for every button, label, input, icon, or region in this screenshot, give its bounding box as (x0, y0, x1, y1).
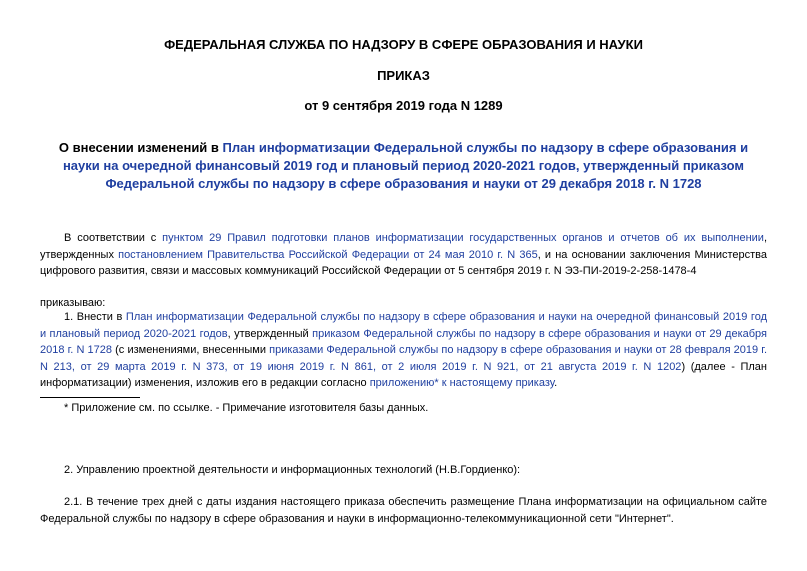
document-date-number: от 9 сентября 2019 года N 1289 (304, 98, 503, 113)
link-order-1728[interactable]: приказом Федеральной службы по надзору в сфере образования и науки от 29 декабря 2018 г. N 1728 (40, 327, 767, 356)
para3-text-4: ) (далее - План информатизации) изменения, изложив его в редакции согласно (40, 360, 767, 389)
document-type-heading: ПРИКАЗ (377, 68, 430, 83)
paragraph-order-word: приказываю: (40, 297, 106, 309)
footnote: * Приложение см. по ссылке. - Примечание изготовителя базы данных. (64, 402, 429, 414)
paragraph-basis (40, 230, 767, 280)
para1-text-2: , утвержденных (40, 232, 767, 261)
link-rules-point-29[interactable]: пунктом 29 Правил подготовки планов информатизации государственных органов и отчетов об их выполнении (162, 232, 764, 244)
para1-text-3: , и на основании заключения Министерства цифрового развития, связи и массовых коммуникаций Российской Федерации от 5 сентября 2019 г. N ЭЗ-ПИ-2019-2-258-1478-4 (40, 248, 768, 277)
paragraph-item-2: 2. Управлению проектной деятельности и информационных технологий (Н.В.Гордиенко): (64, 464, 521, 476)
link-amending-orders[interactable]: приказами Федеральной службы по надзору в сфере образования и науки от 28 февраля 2019 г. N 213, от 29 марта 2019 г. N 373, от 19 июня 2019 г. N 861, от 2 июля 2019 г. N 921, от 21 августа 2019 г. N 1202 (40, 344, 767, 373)
agency-heading: ФЕДЕРАЛЬНАЯ СЛУЖБА ПО НАДЗОРУ В СФЕРЕ ОБРАЗОВАНИЯ И НАУКИ (164, 37, 643, 52)
link-appendix[interactable]: приложению* к настоящему приказу (369, 377, 555, 389)
link-government-resolution[interactable]: постановлением Правительства Российской Федерации от 24 мая 2010 г. N 365 (118, 248, 538, 261)
paragraph-item-1 (40, 309, 767, 392)
paragraph-item-2-1: 2.1. В течение трех дней с даты издания настоящего приказа обеспечить размещение Плана информатизации на официальном сайте Федеральной службы по надзору в сфере образования и науки в информационно-телекоммуникационной сети "Интернет". (40, 496, 767, 525)
para3-text-3: (с изменениями, внесенными (112, 344, 270, 356)
link-informatization-plan[interactable]: План информатизации Федеральной службы по надзору в сфере образования и науки на очередной финансовый 2019 год и плановый период 2020-2021 годов (40, 311, 767, 340)
para3-text-5: . (554, 377, 558, 389)
para3-text-2: , утвержденный (227, 327, 313, 340)
footnote-divider (40, 397, 140, 398)
para3-text: 1. Внести в (64, 311, 126, 323)
title-text: О внесении изменений в (58, 140, 223, 155)
para1-text: В соответствии с (64, 232, 163, 244)
title-link[interactable]: План информатизации Федеральной службы по надзору в сфере образования и науки на очередной финансовый 2019 год и плановый период 2020-2021 годов, утвержденный приказом Федеральной службы по надзору в сфере образования и науки от 29 декабря 2018 г. N 1728 (62, 140, 749, 191)
document-title (40, 139, 767, 193)
